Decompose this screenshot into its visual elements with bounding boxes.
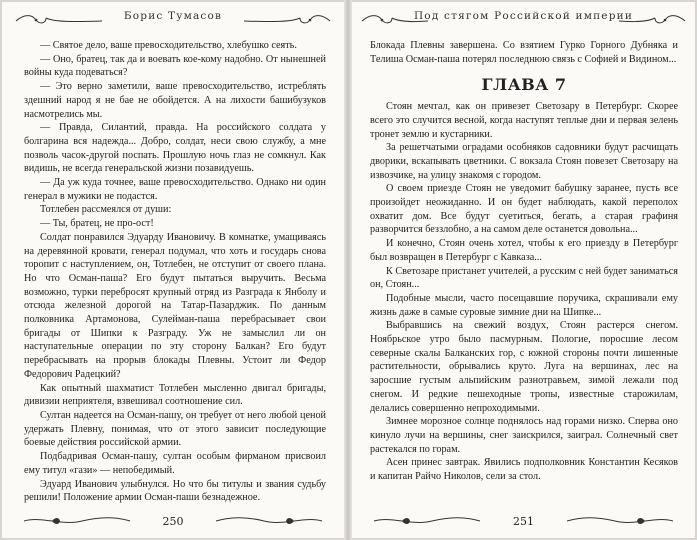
right-running-head [352,10,695,30]
paragraph: — Правда, Силантий, правда. На российского солдата у болгарина вся надежда... Добро, солдат, неси свою службу, а мне позволь часок-другой поспать. Прошлую ночь глаз не сомкнул. Как видишь, не всегда генеральской жизни позавидуешь. [24,122,326,175]
paragraph: Асен принес завтрак. Явились подполковник Константин Кесяков и капитан Райчо Николов, сели за стол. [370,457,678,483]
paragraph: — Ты, братец, не про-ост! [40,218,154,230]
running-head-title: Борис Тумасов [123,10,223,22]
right-page [352,2,695,538]
flourish-ornament-right [617,12,687,26]
paragraph: Выбравшись на свежий воздух, Стоян растерся снегом. Ноябрьское утро было пасмурным. Пологие, поросшие лесом северные скалы Балканских гор, с южной стороны почти лишенные растительности, обрывались круто. Луга на вершинах, лес на заросшие густым альпийским разнотравьем, зимой лежали под снегом. И редкие пешеходные тропы, известные старожилам, делались совершенно непроходимыми. [370,320,678,414]
left-footer [2,510,344,532]
paragraph: — Святое дело, ваше превосходительство, хлебушко сеять. [40,40,297,51]
paragraph: — Это верно заметили, ваше превосходительство, истреблять здешний народ я не бае не обойдется. А на лихости башибузуков насмотрелись мы. [24,81,326,120]
right-body-text [370,39,678,484]
paragraph: Подбадривая Осман-пашу, султан особым фирманом присвоил ему титул «гази» — непобедимый. [24,451,326,476]
left-running-head [2,10,344,30]
paragraph: За решетчатыми оградами особняков садовники будут расчищать дворики, вскапывать цветники. С вокзала Стоян повезет Светозару на извозчике, на улицу знакомя с городом. [370,142,678,181]
paragraph: — Да уж куда точнее, ваше превосходительство. Однако ни один генерал в мужики не подастся. [24,177,326,202]
footer-flourish-right [565,514,675,528]
paragraph: — Оно, братец, так да и воевать кое-кому надобно. От нынешней войны куда подеваться? [24,53,326,79]
paragraph: Тотлебен рассмеялся от души: [40,204,172,216]
page-number: 251 [513,515,534,528]
paragraph: О своем приезде Стоян не уведомит бабушку заранее, пусть все произойдет неожиданно. И он будет наблюдать, какой переполох охватит дом. Все будут суетиться, бегать, а старая графиня разворчится беззлобно, а на самом деле останется довольна... [370,183,678,236]
footer-flourish-right [214,514,324,528]
paragraph: Подобные мысли, часто посещавшие поручика, скрашивали ему жизнь даже в самые суровые зимние дни на Шипке... [370,292,678,318]
running-head-title: Под стягом Российской империи [413,10,634,22]
paragraph: Стоян мечтал, как он привезет Светозару в Петербург. Скорее всего это случится весной, когда наступят теплые дни и первая зелень тронет землю и кустарники. [370,101,678,140]
chapter-title: ГЛАВА 7 [481,75,567,95]
flourish-ornament-right [242,12,332,26]
paragraph: Как опытный шахматист Тотлебен мысленно двигал бригады, дивизии неприятеля, взвешивал соотношение сил. [24,382,326,408]
book-gutter [344,0,352,540]
paragraph: Зимнее морозное солнце поднялось над горами низко. Сперва оно кинуло лучи на вершины, снег заискрился, заиграл. Солнечный свет растекался по горам. [370,416,678,455]
left-page [2,2,344,538]
paragraph: Блокада Плевны завершена. Со взятием Гурко Горного Дубняка и Телиша Осман-паша потерял последнюю связь с Софией и Видином... [370,40,678,65]
paragraph: Султан надеется на Осман-пашу, он требует от него любой ценой удержать Плевну, понимая, что от этого зависит последующие боевые действия российской армии. [24,409,326,449]
paragraph: Эдуард Иванович улыбнулся. Но что бы титулы и звания судьбу решили! Положение армии Осман-паши безнадежное. [24,478,326,504]
right-footer [352,510,695,532]
paragraph: Солдат понравился Эдуарду Ивановичу. В комнатке, умащиваясь на деревянной кровати, генерал подумал, что хоть и государь снова торопит с наступлением, он, Тотлебен, не отступит от своего плана. Но что Осман-паша? Его будут пытаться выручить. Весьма возможно, турки перебросят крупный отряд из Разграда к Янболу и отсюда железной дорогой на Татар-Пазарджик. По данным полковника Артамонова, Сулейман-паша перебрасывает свои бригады от Шипки к Разграду. Уж не замыслил ли он наступательные операции по эту сторону Балкан? Его будут перебрасывать на прорыв блокады Плевны. Устоит ли Федор Федорович Радецкий? [24,231,326,380]
page-number: 250 [162,515,184,528]
left-body-text [24,39,326,505]
paragraph: К Светозаре пристанет учителей, а русским с ней будет заниматься он, Стоян... [370,265,678,291]
paragraph: И конечно, Стоян очень хотел, чтобы к его приезду в Петербург был возвращен в Петербург с Кавказа... [370,238,678,263]
